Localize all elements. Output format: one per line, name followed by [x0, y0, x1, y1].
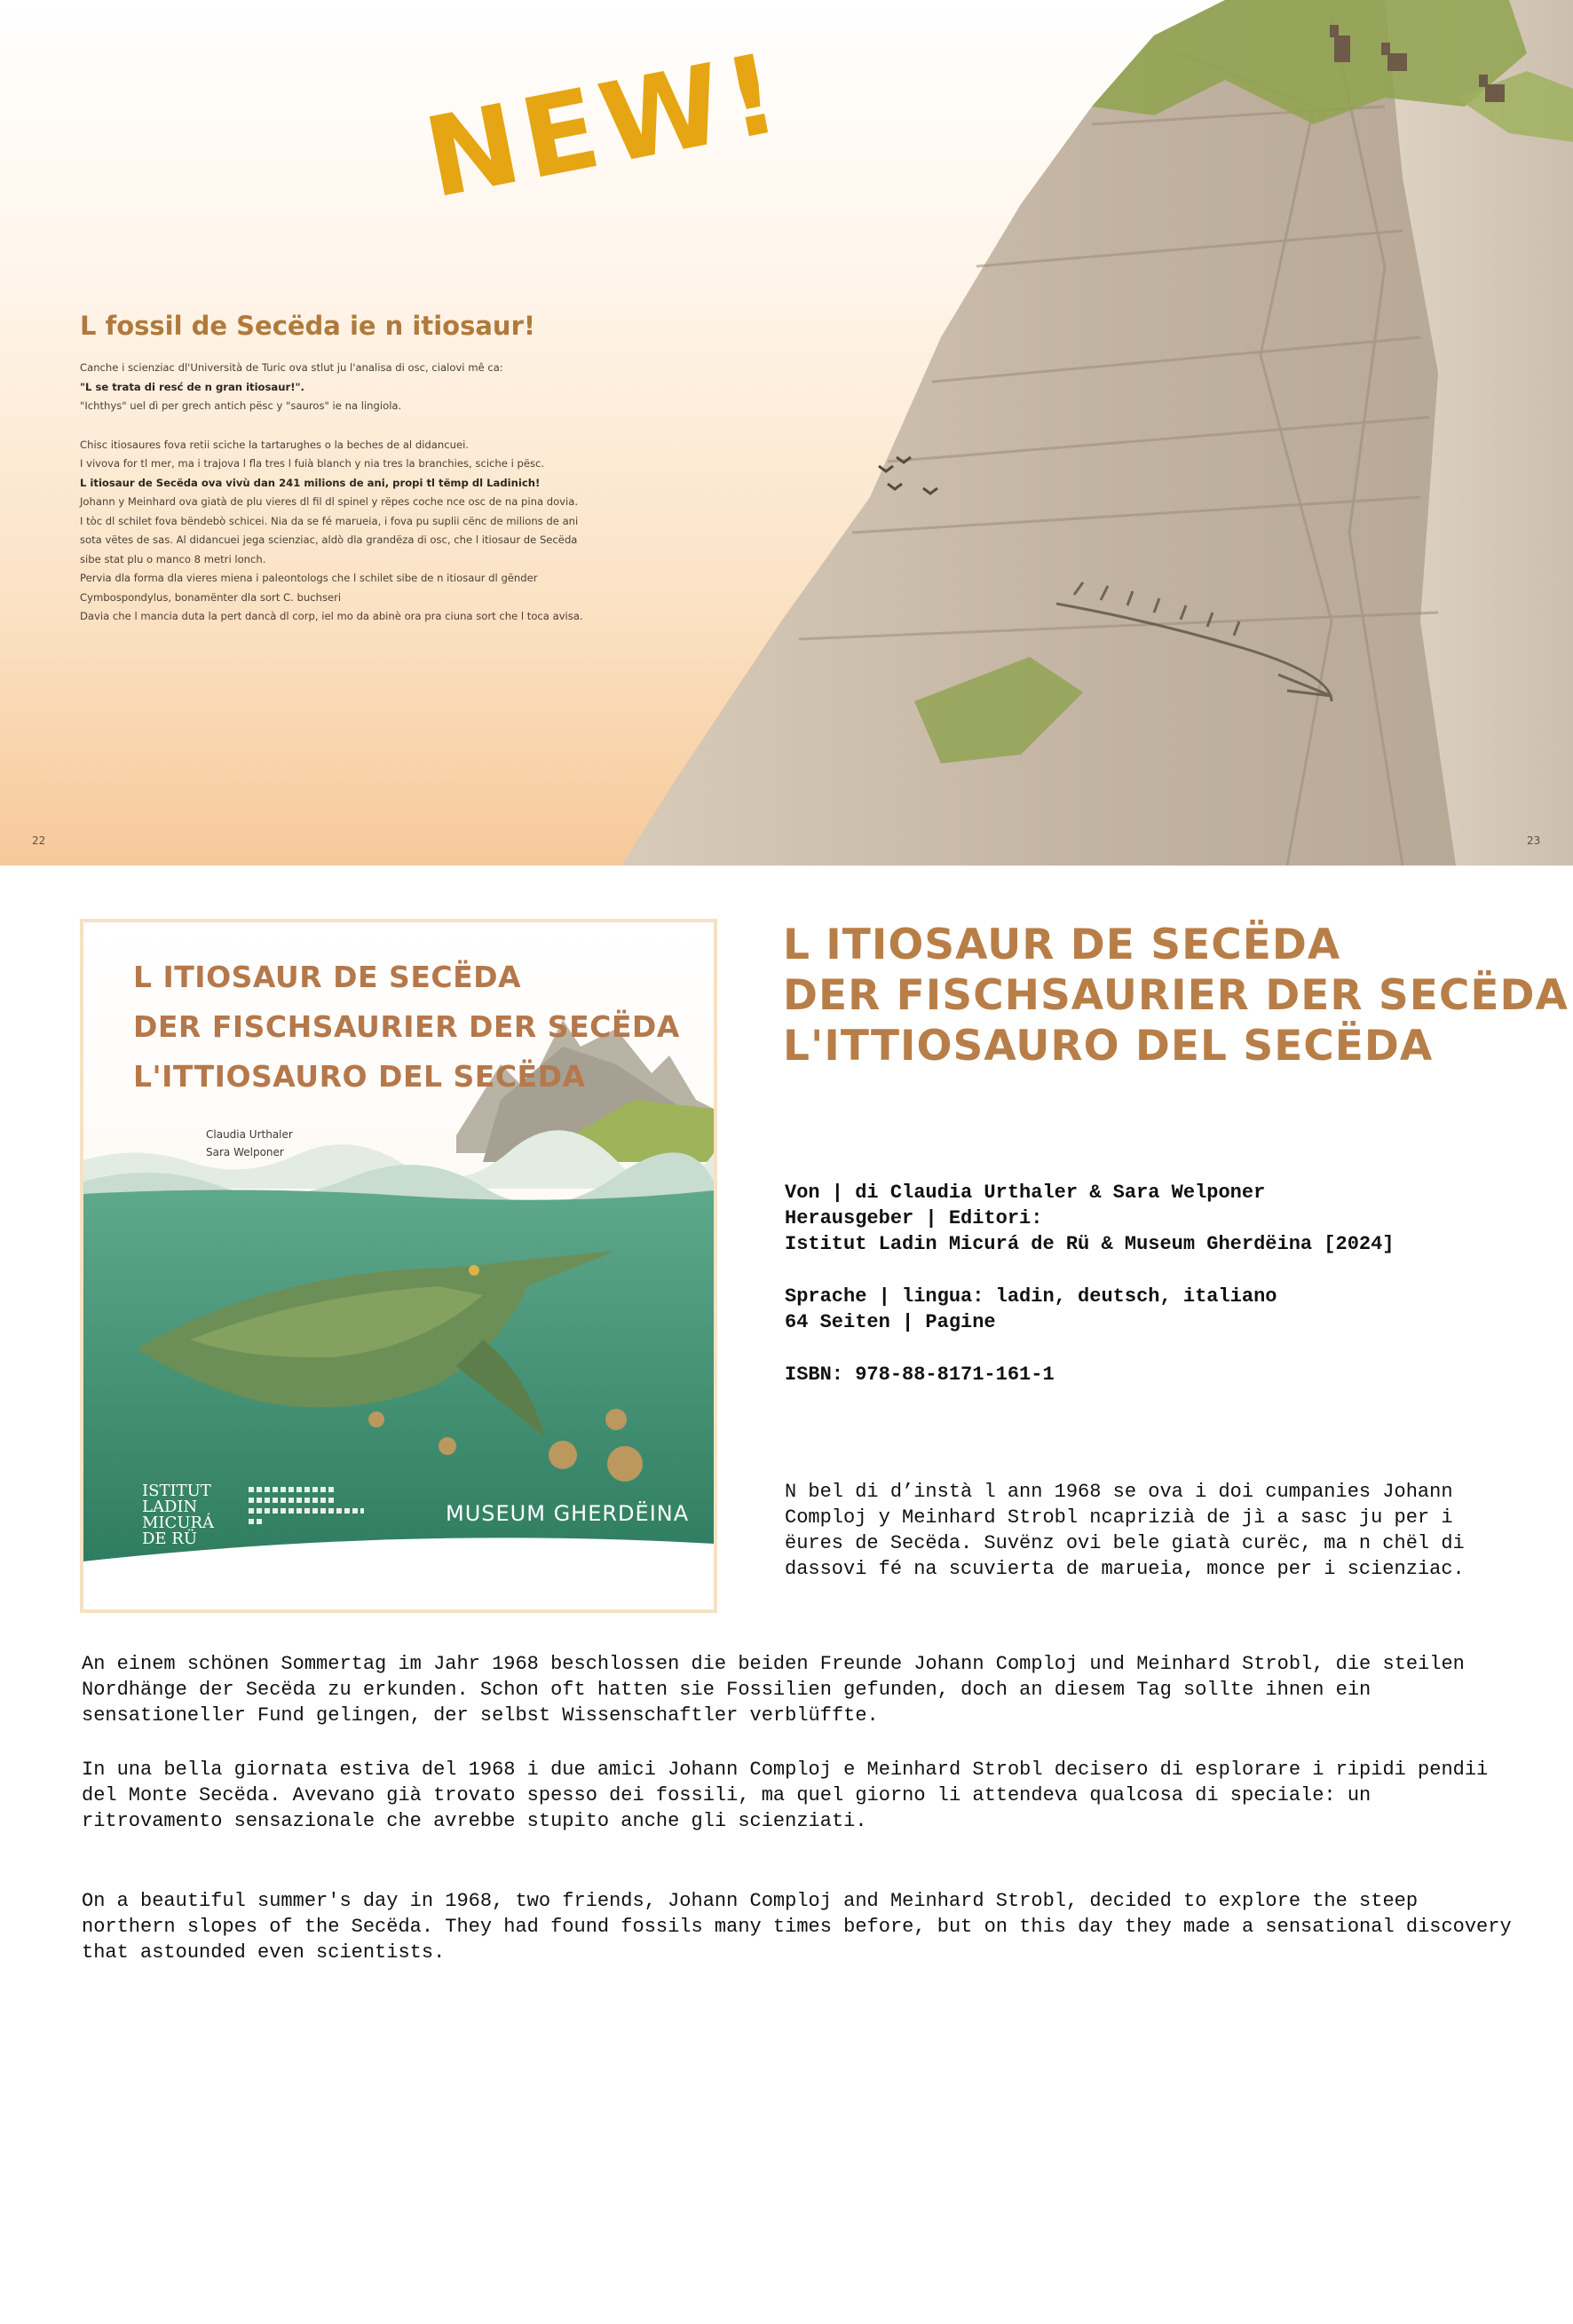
editor-label: Herausgeber | Editori: [785, 1207, 1043, 1229]
description-english: On a beautiful summer's day in 1968, two friends, Johann Comploj and Meinhard Strobl, decided to explore the steep northern slopes of the Secëda. They had found fossils many times before, but on this day they made a sensational discovery that astounded even scientists. [82, 1890, 1512, 1964]
cover-title-ladin: L ITIOSAUR DE SECËDA [133, 960, 522, 994]
spread-text-line: "Ichthys" uel dì per grech antich pësc y "sauros" ie na lingiola. [80, 399, 402, 412]
spread-text-line: sota vëtes de sas. Al didancuei jega scienziac, aldò dla grandëza di osc, che l itiosaur de Secëda [80, 534, 578, 546]
pages-line: 64 Seiten | Pagine [785, 1311, 996, 1333]
museum-logo: MUSEUM GHERDËINA [446, 1501, 690, 1526]
spread-paragraph-2 [80, 436, 630, 627]
book-title-italian: L'ITTIOSAURO DEL SECËDA [783, 1022, 1434, 1071]
cover-title-german: DER FISCHSAURIER DER SECËDA [133, 1009, 680, 1044]
publisher-line: DE RÜ [142, 1530, 198, 1548]
book-cover [80, 919, 717, 1613]
description-ladin: N bel di d’instà l ann 1968 se ova i doi cumpanies Johann Comploj y Meinhard Strobl ncaprizià de jì a sasc ju per i ëures de Secëda. Suvënz ovi bele giatà curëc, ma n chël di dassovi fé na scuvierta de marueia, monce per i scienziac. [785, 1481, 1465, 1580]
book-title [783, 920, 1569, 1071]
language-line: Sprache | lingua: ladin, deutsch, italiano [785, 1285, 1277, 1308]
cover-title-italian: L'ITTIOSAURO DEL SECËDA [133, 1059, 586, 1094]
spread-text-line: Pervia dla forma dla vieres miena i paleontologs che l schilet sibe de n itiosaur dl gënder [80, 572, 538, 584]
spread-text-line: Cymbospondylus, bonamënter dla sort C. buchseri [80, 590, 342, 604]
book-title-ladin: L ITIOSAUR DE SECËDA [783, 921, 1341, 969]
spread-text-line: Chisc itiosaures fova retii sciche la tartarughes o la beches de al didancuei. [80, 438, 469, 451]
publisher-logo [142, 1483, 214, 1547]
editor-line: Istitut Ladin Micurá de Rü & Museum Gherdëina [2024] [785, 1233, 1395, 1255]
publisher-line: MICURÁ [142, 1514, 215, 1532]
publisher-line: LADIN [142, 1498, 198, 1516]
new-stamp: NEW! [415, 28, 794, 224]
page-number-right: 23 [1527, 834, 1541, 847]
spread-text-line: L itiosaur de Secëda ova vivù dan 241 milions de ani, propi tl tëmp dl Ladinich! [80, 476, 541, 489]
page-number-left: 22 [32, 834, 46, 847]
author-line: Von | di Claudia Urthaler & Sara Welponer [785, 1182, 1266, 1204]
isbn-line: ISBN: 978-88-8171-161-1 [785, 1364, 1055, 1386]
cover-author-1: Claudia Urthaler [206, 1128, 293, 1141]
spread-title: L fossil de Secëda ie n itiosaur! [80, 311, 536, 341]
spread-text-block [80, 311, 630, 627]
spread-text-line: I vivova for tl mer, ma i trajova l fla tres l fuià blanch y nia tres la branchies, sciche i pësc. [80, 457, 545, 470]
book-spread [0, 0, 1573, 866]
spread-paragraph-1 [80, 359, 630, 416]
barcode-graphic [249, 1487, 364, 1530]
publisher-line: ISTITUT [142, 1482, 211, 1500]
spread-text-line: Johann y Meinhard ova giatà de plu vieres dl fil dl spinel y rëpes coche nce osc de na pina dovia. [80, 495, 579, 508]
cover-author-2: Sara Welponer [206, 1146, 284, 1158]
spread-text-line: I tòc dl schilet fova bëndebò schicei. Nia da se fé marueia, i fova pu suplii cënc de milions de ani [80, 514, 579, 527]
spread-text-line: "L se trata di resć de n gran itiosaur!". [80, 380, 304, 393]
spread-text-line: Canche i scienziac dl'Università de Turic ova stlut ju l'analisa di osc, cialovi mê ca: [80, 361, 503, 374]
book-title-german: DER FISCHSAURIER DER SECËDA [783, 971, 1569, 1020]
description-italian: In una bella giornata estiva del 1968 i due amici Johann Comploj e Meinhard Strobl decisero di esplorare i ripidi pendii del Monte Secëda. Avevano già trovato spesso dei fossili, ma quel giorno li attendeva qualcosa di speciale: un ritrovamento sensazionale che avrebbe stupito anche gli scienziati. [82, 1759, 1489, 1832]
spread-text-line: Davia che l mancia duta la pert dancà dl corp, iel mo da abinè ora pra ciuna sort che l toca avisa. [80, 610, 583, 622]
spread-text-line: sibe stat plu o manco 8 metri lonch. [80, 552, 266, 565]
description-german: An einem schönen Sommertag im Jahr 1968 beschlossen die beiden Freunde Johann Comploj und Meinhard Strobl, die steilen Nordhänge der Secëda zu erkunden. Schon oft hatten sie Fossilien gefunden, doch an diesem Tag sollte ihnen ein sensationeller Fund gelingen, der selbst Wissenschaftler verblüffte. [82, 1653, 1465, 1727]
